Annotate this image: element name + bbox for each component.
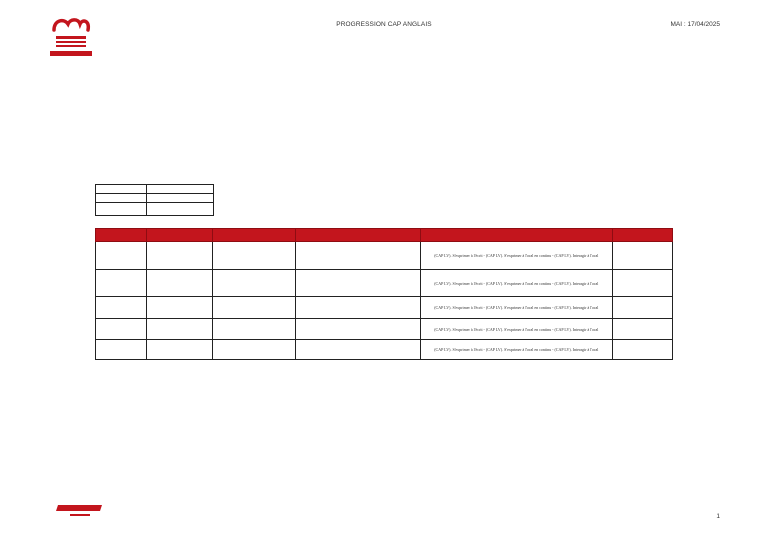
table-cell — [96, 319, 147, 340]
cma-formation-logo — [56, 505, 104, 519]
meta-cell — [96, 203, 147, 216]
table-cell — [146, 270, 212, 297]
column-header — [612, 229, 672, 242]
table-cell — [146, 340, 212, 360]
progression-table — [95, 228, 673, 360]
document-title: PROGRESSION CAP ANGLAIS — [336, 21, 432, 28]
meta-cell — [147, 185, 214, 194]
table-row — [96, 340, 673, 360]
table-row — [96, 242, 673, 270]
column-header — [212, 229, 295, 242]
column-header — [421, 229, 613, 242]
table-cell — [296, 297, 421, 319]
table-cell — [212, 297, 295, 319]
table-cell — [296, 270, 421, 297]
meta-row — [96, 203, 214, 216]
column-header — [146, 229, 212, 242]
table-cell — [146, 242, 212, 270]
meta-cell — [96, 185, 147, 194]
table-cell — [96, 270, 147, 297]
meta-row — [96, 185, 214, 194]
table-cell — [146, 319, 212, 340]
column-header — [96, 229, 147, 242]
meta-cell — [147, 194, 214, 203]
table-cell — [96, 297, 147, 319]
meta-cell — [96, 194, 147, 203]
table-cell — [296, 340, 421, 360]
table-cell — [296, 242, 421, 270]
table-row — [96, 297, 673, 319]
column-header — [296, 229, 421, 242]
table-row — [96, 319, 673, 340]
table-cell — [612, 297, 672, 319]
objectives-cell: (CAP LV). S'exprimer à l'écrit - (CAP LV). S'exprimer à l'oral en continu - (CAP LV). Interagir à l'oral — [421, 319, 613, 340]
table-row — [96, 270, 673, 297]
table-cell — [146, 297, 212, 319]
page-number: 1 — [716, 513, 720, 520]
objectives-cell: (CAP LV). S'exprimer à l'écrit - (CAP LV). S'exprimer à l'oral en continu - (CAP LV). Interagir à l'oral — [421, 242, 613, 270]
table-cell — [612, 319, 672, 340]
table-cell — [612, 242, 672, 270]
table-cell — [612, 340, 672, 360]
table-cell — [96, 242, 147, 270]
meta-row — [96, 194, 214, 203]
table-cell — [96, 340, 147, 360]
objectives-cell: (CAP LV). S'exprimer à l'écrit - (CAP LV). S'exprimer à l'oral en continu - (CAP LV). Interagir à l'oral — [421, 297, 613, 319]
objectives-cell: (CAP LV). S'exprimer à l'écrit - (CAP LV). S'exprimer à l'oral en continu - (CAP LV). Interagir à l'oral — [421, 340, 613, 360]
table-cell — [212, 242, 295, 270]
table-cell — [212, 340, 295, 360]
table-cell — [296, 319, 421, 340]
table-cell — [612, 270, 672, 297]
table-cell — [212, 319, 295, 340]
meta-cell — [147, 203, 214, 216]
meta-table — [95, 184, 214, 216]
table-cell — [212, 270, 295, 297]
objectives-cell: (CAP LV). S'exprimer à l'écrit - (CAP LV). S'exprimer à l'oral en continu - (CAP LV). Interagir à l'oral — [421, 270, 613, 297]
table-header-row — [96, 229, 673, 242]
document-date: MAI : 17/04/2025 — [670, 21, 720, 28]
